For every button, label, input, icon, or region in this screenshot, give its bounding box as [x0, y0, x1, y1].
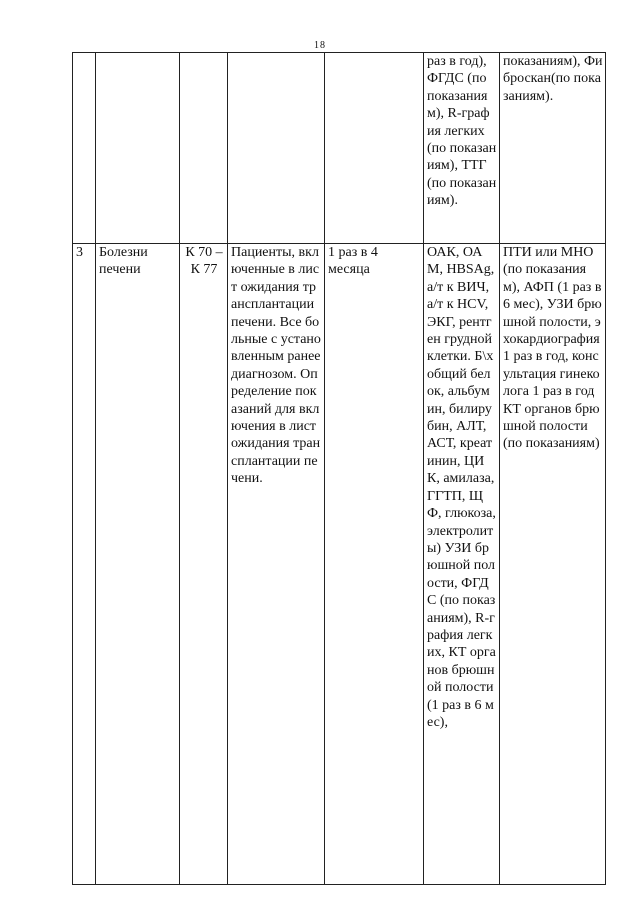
- cell-empty: [96, 53, 180, 244]
- cell-frequency: 1 раз в 4 месяца: [325, 244, 424, 885]
- icd-code-end: К 77: [190, 262, 218, 278]
- cell-empty: [180, 53, 228, 244]
- cell-empty: [73, 53, 96, 244]
- icd-code-start: К 70 –: [185, 245, 223, 260]
- cell-additional-continued: показаниям), Фиброскан(по показаниям).: [500, 53, 606, 244]
- page-number: 18: [314, 40, 326, 51]
- cell-tests-continued: раз в год), ФГДС (по показаниям), R-графия легких (по показаниям), ТТГ (по показаниям).: [424, 53, 500, 244]
- medical-table: [72, 52, 606, 885]
- cell-additional-tests: ПТИ или МНО (по показаниям), АФП (1 раз в 6 мес), УЗИ брюшной полости, эхокардиография 1 раз в год, консультация гинеколога 1 раз в год КТ органов брюшной полости (по показаниям): [500, 244, 606, 885]
- cell-tests: ОАК, ОАМ, HBSAg, а/т к ВИЧ, а/т к HCV, ЭКГ, рентген грудной клетки. Б\х общий белок, альбумин, билирубин, АЛТ, АСТ, креатинин, ЦИК, амилаза, ГГТП, ЩФ, глюкоза, электролиты) УЗИ брюшной полости, ФГДС (по показаниям), R-графия легких, КТ органов брюшной полости (1 раз в 6 мес),: [424, 244, 500, 885]
- table-row-liver-diseases: [73, 244, 606, 885]
- cell-patient-category: Пациенты, включенные в лист ожидания трансплантации печени. Все больные с установленным ранее диагнозом. Определение показаний для включения в лист ожидания трансплантации печени.: [228, 244, 325, 885]
- cell-empty: [325, 53, 424, 244]
- cell-row-number: 3: [73, 244, 96, 885]
- cell-icd-code: [180, 244, 228, 885]
- cell-empty: [228, 53, 325, 244]
- cell-disease-name: Болезни печени: [96, 244, 180, 885]
- table-row-continuation: [73, 53, 606, 244]
